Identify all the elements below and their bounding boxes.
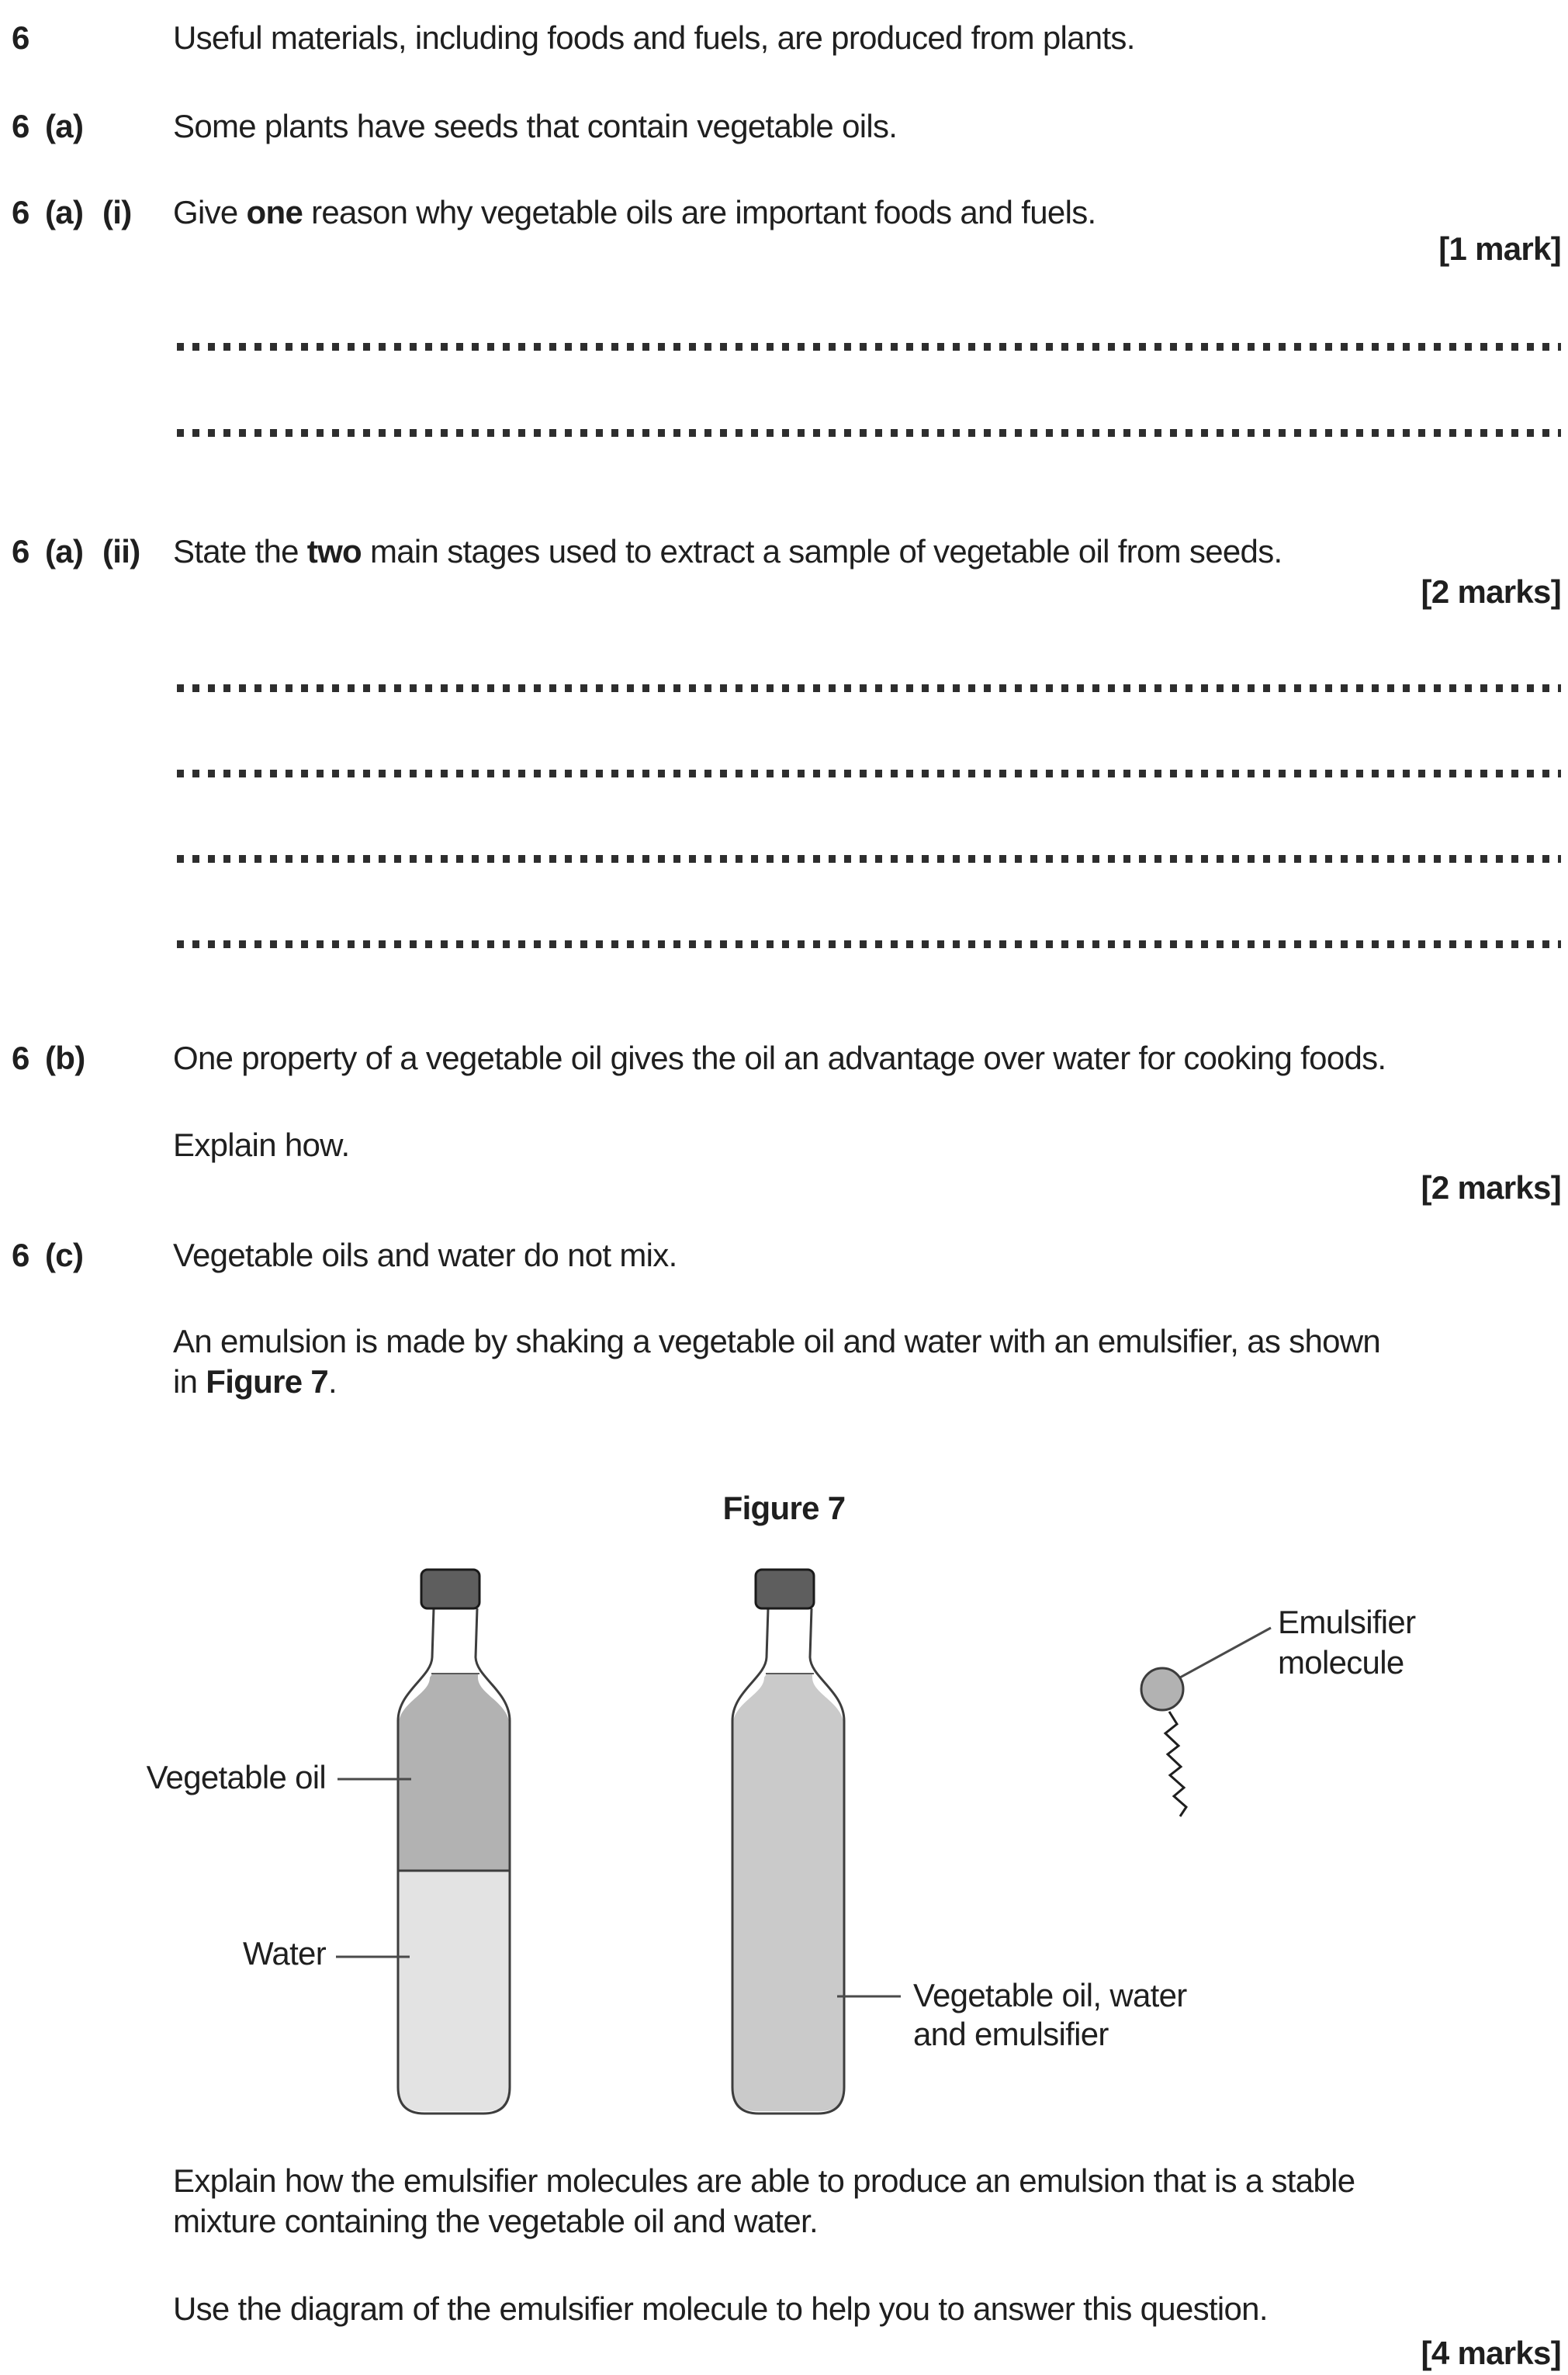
text-fragment: State the bbox=[173, 533, 307, 570]
question-text: Use the diagram of the emulsifier molecule to help you to answer this question. bbox=[173, 2290, 1268, 2327]
answer-line bbox=[177, 684, 1561, 692]
oil-label: Vegetable oil bbox=[146, 1759, 326, 1795]
question-text: Vegetable oils and water do not mix. bbox=[173, 1237, 677, 1273]
text-fragment: and emulsifier bbox=[913, 2016, 1109, 2052]
question-number: 6 bbox=[12, 19, 29, 56]
bottle1-water-fill bbox=[398, 1871, 510, 2111]
text-fragment: mixture containing the vegetable oil and water. bbox=[173, 2203, 818, 2239]
question-text bbox=[173, 531, 1282, 572]
mixture-label bbox=[913, 1976, 1187, 2054]
answer-line bbox=[177, 343, 1561, 351]
answer-line bbox=[177, 770, 1561, 777]
text-fragment: . bbox=[328, 1363, 337, 1400]
figure-title: Figure 7 bbox=[722, 1490, 846, 1526]
bottle1-oil-fill bbox=[398, 1673, 510, 1870]
marks-label: [1 mark] bbox=[1438, 230, 1561, 267]
marks-label: [2 marks] bbox=[1421, 1169, 1561, 1206]
question-text bbox=[173, 2161, 1355, 2242]
subpart-label: (i) bbox=[102, 194, 132, 230]
question-number: 6 bbox=[12, 108, 29, 144]
marks-label: [4 marks] bbox=[1421, 2335, 1561, 2371]
text-fragment: Vegetable oil, water bbox=[913, 1977, 1187, 2013]
bottle2-cap bbox=[756, 1570, 814, 1608]
molecule-label-line bbox=[1172, 1628, 1271, 1682]
text-fragment: molecule bbox=[1278, 1644, 1404, 1681]
text-fragment bbox=[173, 1362, 1380, 1402]
answer-line bbox=[177, 940, 1561, 948]
question-number: 6 bbox=[12, 533, 29, 570]
text-fragment: Give bbox=[173, 194, 247, 230]
question-text: One property of a vegetable oil gives the oil an advantage over water for cooking foods. bbox=[173, 1040, 1386, 1076]
question-text bbox=[173, 192, 1096, 233]
bottle1-cap bbox=[421, 1570, 479, 1608]
marks-label: [2 marks] bbox=[1421, 573, 1561, 610]
figure-reference: Figure 7 bbox=[206, 1363, 329, 1400]
question-text: Explain how. bbox=[173, 1127, 350, 1163]
text-fragment-bold: one bbox=[246, 194, 303, 230]
emulsifier-molecule-label bbox=[1278, 1602, 1415, 1683]
text-fragment: Emulsifier bbox=[1278, 1604, 1416, 1640]
text-fragment: An emulsion is made by shaking a vegetable oil and water with an emulsifier, as shown bbox=[173, 1323, 1381, 1359]
question-number: 6 bbox=[12, 1040, 29, 1076]
part-label: (a) bbox=[45, 533, 84, 570]
question-text: Useful materials, including foods and fuels, are produced from plants. bbox=[173, 19, 1135, 56]
text-fragment: reason why vegetable oils are important foods and fuels. bbox=[303, 194, 1096, 230]
emulsifier-head bbox=[1141, 1668, 1183, 1710]
bottle2-mixture-fill bbox=[732, 1673, 844, 2111]
water-label: Water bbox=[243, 1935, 326, 1972]
answer-line bbox=[177, 429, 1561, 437]
subpart-label: (ii) bbox=[102, 533, 140, 570]
part-label: (a) bbox=[45, 108, 84, 144]
part-label: (a) bbox=[45, 194, 84, 230]
text-fragment-bold: two bbox=[306, 533, 362, 570]
answer-line bbox=[177, 855, 1561, 863]
emulsifier-tail bbox=[1165, 1712, 1186, 1816]
text-fragment: Explain how the emulsifier molecules are able to produce an emulsion that is a stable bbox=[173, 2162, 1355, 2199]
question-number: 6 bbox=[12, 1237, 29, 1273]
question-text: Some plants have seeds that contain vegetable oils. bbox=[173, 108, 898, 144]
text-fragment: main stages used to extract a sample of vegetable oil from seeds. bbox=[362, 533, 1282, 570]
text-fragment: in bbox=[173, 1363, 206, 1400]
question-number: 6 bbox=[12, 194, 29, 230]
part-label: (c) bbox=[45, 1237, 84, 1273]
question-text bbox=[173, 1321, 1380, 1402]
part-label: (b) bbox=[45, 1040, 85, 1076]
